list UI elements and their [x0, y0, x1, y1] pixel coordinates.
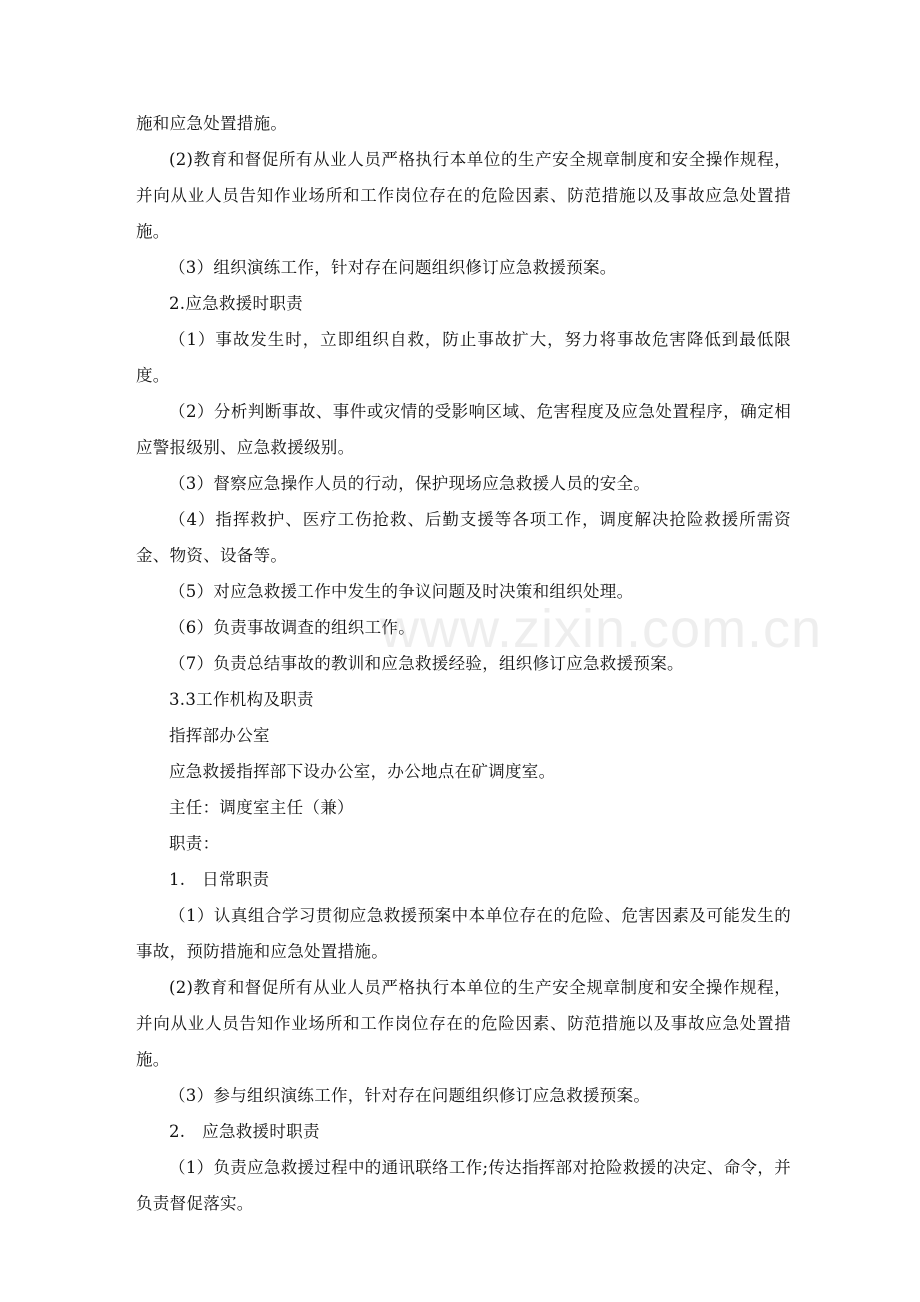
paragraph: (2)教育和督促所有从业人员严格执行本单位的生产安全规章制度和安全操作规程，并向从业人员告知作业场所和工作岗位存在的危险因素、防范措施以及事故应急处置措施。 — [136, 978, 791, 1069]
paragraph: 2.应急救援时职责 — [169, 294, 303, 313]
paragraph: （1）认真组合学习贯彻应急救援预案中本单位存在的危险、危害因素及可能发生的事故，预防措施和应急处置措施。 — [136, 906, 791, 961]
paragraph: （3）组织演练工作，针对存在问题组织修订应急救援预案。 — [169, 258, 617, 277]
paragraph: 主任：调度室主任（兼） — [169, 798, 354, 817]
watermark: www.zixin.com.cn — [380, 599, 823, 659]
paragraph: （6）负责事故调查的组织工作。 — [169, 618, 415, 637]
paragraph: 职责： — [169, 834, 220, 853]
document-body — [136, 106, 791, 1222]
paragraph: （1）负责应急救援过程中的通讯联络工作;传达指挥部对抢险救援的决定、命令，并负责督促落实。 — [136, 1158, 791, 1213]
paragraph: （3）参与组织演练工作，针对存在问题组织修订应急救援预案。 — [169, 1086, 651, 1105]
paragraph: （4）指挥救护、医疗工伤抢救、后勤支援等各项工作，调度解决抢险救援所需资金、物资、设备等。 — [136, 510, 791, 565]
paragraph: （7）负责总结事故的教训和应急救援经验，组织修订应急救援预案。 — [169, 654, 684, 673]
paragraph: （1）事故发生时，立即组织自救，防止事故扩大，努力将事故危害降低到最低限度。 — [136, 330, 791, 385]
paragraph: 2. 应急救援时职责 — [169, 1122, 320, 1141]
paragraph: （2）分析判断事故、事件或灾情的受影响区域、危害程度及应急处置程序，确定相应警报级别、应急救援级别。 — [136, 402, 791, 457]
paragraph: （3）督察应急操作人员的行动，保护现场应急救援人员的安全。 — [169, 474, 651, 493]
paragraph: （5）对应急救援工作中发生的争议问题及时决策和组织处理。 — [169, 582, 634, 601]
paragraph: 应急救援指挥部下设办公室，办公地点在矿调度室。 — [169, 762, 556, 781]
paragraph: (2)教育和督促所有从业人员严格执行本单位的生产安全规章制度和安全操作规程，并向从业人员告知作业场所和工作岗位存在的危险因素、防范措施以及事故应急处置措施。 — [136, 150, 791, 241]
paragraph: 指挥部办公室 — [169, 726, 270, 745]
paragraph: 3.3工作机构及职责 — [169, 690, 314, 709]
paragraph: 1. 日常职责 — [169, 870, 270, 889]
paragraph: 施和应急处置措施。 — [136, 114, 288, 133]
